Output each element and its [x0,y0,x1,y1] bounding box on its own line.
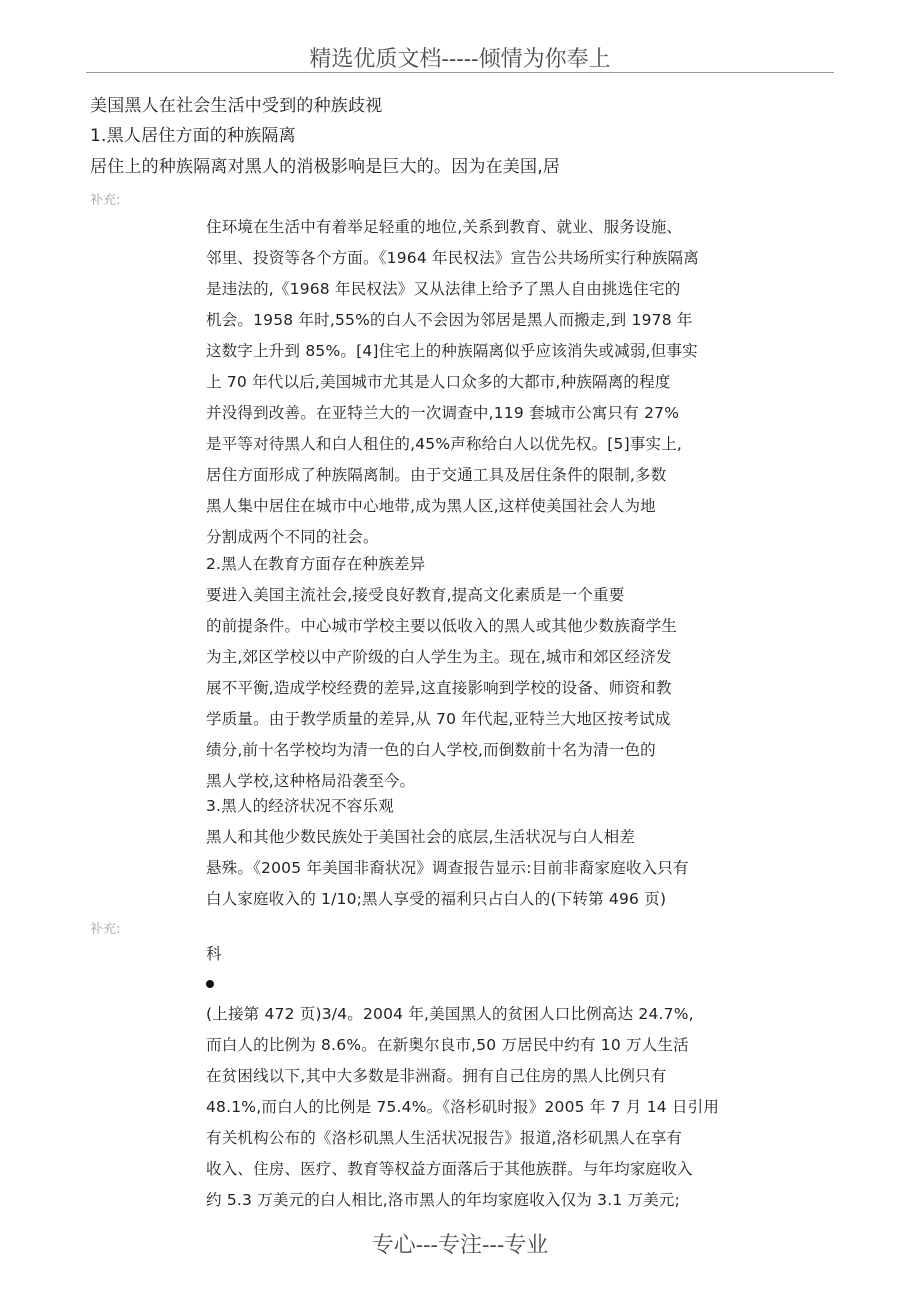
body-line: 黑人集中居住在城市中心地带,成为黑人区,这样使美国社会人为地 [206,497,656,515]
body-line: 上 70 年代以后,美国城市尤其是人口众多的大都市,种族隔离的程度 [206,373,671,391]
body-line: 并没得到改善。在亚特兰大的一次调查中,119 套城市公寓只有 27% [206,404,680,422]
body-line: 有关机构公布的《洛杉矶黑人生活状况报告》报道,洛杉矶黑人在享有 [206,1129,683,1147]
section2-heading: 2.黑人在教育方面存在种族差异 [206,555,426,573]
body-line: 黑人和其他少数民族处于美国社会的底层,生活状况与白人相差 [206,828,636,846]
section1-lead: 居住上的种族隔离对黑人的消极影响是巨大的。因为在美国,居 [90,157,561,177]
body-line: 48.1%,而白人的比例是 75.4%。《洛杉矶时报》2005 年 7 月 14 日引用 [206,1098,720,1116]
body-line: 在贫困线以下,其中大多数是非洲裔。拥有自己住房的黑人比例只有 [206,1067,667,1085]
body-line: 邻里、投资等各个方面。《1964 年民权法》宣告公共场所实行种族隔离 [206,249,699,267]
section1-heading: 1.黑人居住方面的种族隔离 [90,126,296,146]
body-line: 这数字上升到 85%。[4]住宅上的种族隔离似乎应该消失或减弱,但事实 [206,342,698,360]
body-line: 分割成两个不同的社会。 [206,528,379,546]
section3-heading: 3.黑人的经济状况不容乐观 [206,797,394,815]
header-divider [86,72,834,73]
body-line: 是平等对待黑人和白人租住的,45%声称给白人以优先权。[5]事实上, [206,435,683,453]
body-line: 白人家庭收入的 1/10;黑人享受的福利只占白人的(下转第 496 页) [206,890,667,908]
bullet-icon [206,980,214,988]
body-line: 约 5.3 万美元的白人相比,洛市黑人的年均家庭收入仅为 3.1 万美元; [206,1191,681,1209]
body-line: (上接第 472 页)3/4。2004 年,美国黑人的贫困人口比例高达 24.7%, [206,1005,694,1023]
body-line: 住环境在生活中有着举足轻重的地位,关系到教育、就业、服务设施、 [206,218,683,236]
body-line: 为主,郊区学校以中产阶级的白人学生为主。现在,城市和郊区经济发 [206,648,672,666]
supplement-label: 补充: [90,193,121,208]
page-header: 精选优质文档-----倾情为你奉上 [309,47,611,72]
ke-character: 科 [206,945,222,963]
body-line: 要进入美国主流社会,接受良好教育,提高文化素质是一个重要 [206,586,625,604]
body-line: 展不平衡,造成学校经费的差异,这直接影响到学校的设备、师资和教 [206,679,672,697]
body-line: 学质量。由于教学质量的差异,从 70 年代起,亚特兰大地区按考试成 [206,710,671,728]
body-line: 黑人学校,这种格局沿袭至今。 [206,772,416,790]
body-line: 的前提条件。中心城市学校主要以低收入的黑人或其他少数族裔学生 [206,617,678,635]
supplement-label: 补充: [90,922,121,937]
body-line: 而白人的比例为 8.6%。在新奥尔良市,50 万居民中约有 10 万人生活 [206,1036,689,1054]
page-footer: 专心---专注---专业 [371,1233,549,1258]
document-title: 美国黑人在社会生活中受到的种族歧视 [90,96,383,116]
body-line: 收入、住房、医疗、教育等权益方面落后于其他族群。与年均家庭收入 [206,1160,693,1178]
body-line: 悬殊。《2005 年美国非裔状况》调查报告显示:目前非裔家庭收入只有 [206,859,689,877]
body-line: 居住方面形成了种族隔离制。由于交通工具及居住条件的限制,多数 [206,466,667,484]
body-line: 是违法的,《1968 年民权法》又从法律上给予了黑人自由挑选住宅的 [206,280,681,298]
body-line: 绩分,前十名学校均为清一色的白人学校,而倒数前十名为清一色的 [206,741,656,759]
body-line: 机会。1958 年时,55%的白人不会因为邻居是黑人而搬走,到 1978 年 [206,311,693,329]
